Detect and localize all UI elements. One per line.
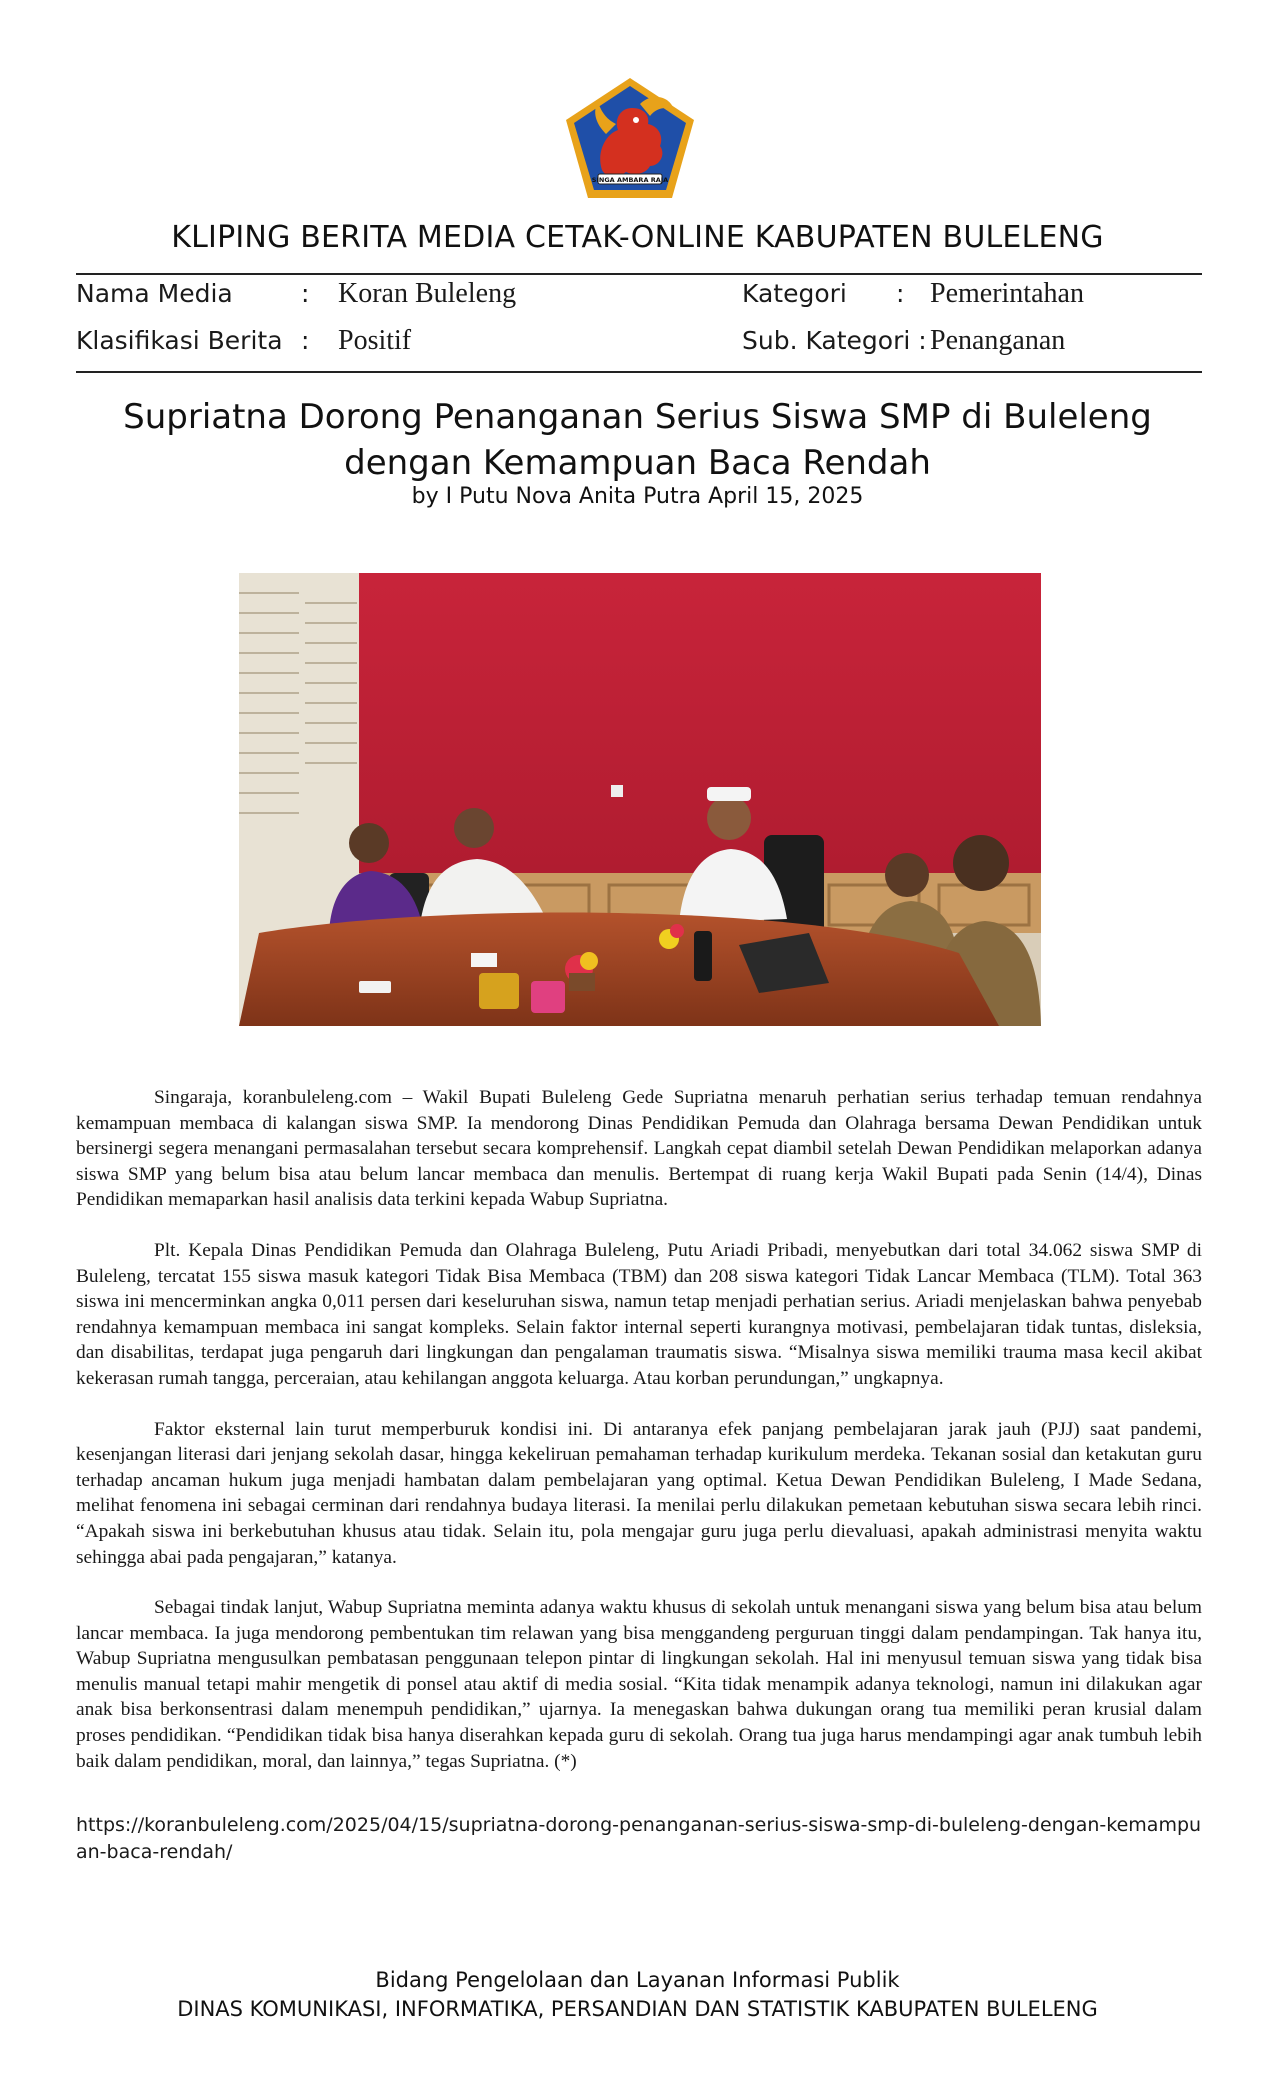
source-url-link[interactable]: https://koranbuleleng.com/2025/04/15/supriatna-dorong-penanganan-serius-siswa-smp-di-buleleng-dengan-kemampuan-baca-rendah/ [76, 1814, 1202, 1863]
kategori-label: Kategori [742, 279, 847, 308]
nama-media-label: Nama Media [76, 279, 233, 308]
buleleng-regency-emblem-icon [562, 74, 698, 202]
article-paragraph: Faktor eksternal lain turut memperburuk kondisi ini. Di antaranya efek panjang pembelajaran jarak jauh (PJJ) saat pandemi, kesenjangan literasi dari jenjang sekolah dasar, hingga kekeliruan pemahaman terhadap kurikulum merdeka. Tekanan sosial dan ketakutan guru terhadap ancaman hukum juga menjadi hambatan dalam pembelajaran yang optimal. Ketua Dewan Pendidikan Buleleng, I Made Sedana, melihat fenomena ini sebagai cerminan dari rendahnya budaya literasi. Ia menilai perlu dilakukan pemetaan kebutuhan siswa secara lebih rinci. “Apakah siswa ini berkebutuhan khusus atau tidak. Selain itu, pola mengajar guru juga perlu dievaluasi, apakah administrasi menyita waktu sehingga abai pada pengajaran,” katanya. [76, 1418, 1202, 1568]
klasifikasi-label: Klasifikasi Berita [76, 326, 283, 355]
kategori-colon: : [896, 279, 905, 308]
header-rule-top [76, 273, 1202, 275]
article-paragraph: Singaraja, koranbuleleng.com – Wakil Bupati Buleleng Gede Supriatna menaruh perhatian serius terhadap temuan rendahnya kemampuan membaca di kalangan siswa SMP. Ia mendorong Dinas Pendidikan Pemuda dan Olahraga bersama Dewan Pendidikan untuk bersinergi segera menangani permasalahan tersebut secara komprehensif. Langkah cepat diambil setelah Dewan Pendidikan melaporkan adanya siswa SMP yang belum bisa atau belum lancar membaca dan menulis. Bertempat di ruang kerja Wakil Bupati pada Senin (14/4), Dinas Pendidikan memaparkan hasil analisis data terkini kepada Wabup Supriatna. [76, 1087, 1202, 1211]
article-headline: Supriatna Dorong Penanganan Serius Siswa SMP di Buleleng dengan Kemampuan Baca Rendah [123, 397, 1152, 483]
footer-agency: DINAS KOMUNIKASI, INFORMATIKA, PERSANDIAN DAN STATISTIK KABUPATEN BULELENG [177, 1997, 1098, 2021]
klasifikasi-value: Positif [338, 325, 412, 356]
article-byline: by I Putu Nova Anita Putra April 15, 2025 [411, 484, 864, 509]
clipping-header-title: KLIPING BERITA MEDIA CETAK-ONLINE KABUPATEN BULELENG [171, 220, 1104, 255]
footer-department: Bidang Pengelolaan dan Layanan Informasi Publik [375, 1968, 900, 1992]
header-rule-bottom [76, 371, 1202, 373]
sub-kategori-value: Penanganan [930, 325, 1066, 356]
meeting-photo [239, 573, 1041, 1026]
nama-media-value: Koran Buleleng [338, 278, 517, 309]
kategori-value: Pemerintahan [930, 278, 1084, 309]
article-paragraph: Plt. Kepala Dinas Pendidikan Pemuda dan Olahraga Buleleng, Putu Ariadi Pribadi, menyebutkan dari total 34.062 siswa SMP di Buleleng, tercatat 155 siswa masuk kategori Tidak Bisa Membaca (TBM) dan 208 siswa kategori Tidak Lancar Membaca (TLM). Total 363 siswa ini mencerminkan angka 0,011 persen dari keseluruhan siswa, namun tetap menjadi perhatian serius. Ariadi menjelaskan bahwa penyebab rendahnya kemampuan membaca ini sangat kompleks. Selain faktor internal seperti kurangnya motivasi, pembelajaran tidak tuntas, disleksia, dan disabilitas, terdapat juga pengaruh dari lingkungan dan pengalaman traumatis siswa. “Misalnya siswa memiliki trauma masa kecil akibat kekerasan rumah tangga, perceraian, atau kehilangan anggota keluarga. Atau korban perundungan,” ungkapnya. [76, 1239, 1202, 1389]
klasifikasi-colon: : [301, 326, 310, 355]
article-paragraph: Sebagai tindak lanjut, Wabup Supriatna meminta adanya waktu khusus di sekolah untuk menangani siswa yang belum bisa atau belum lancar membaca. Ia juga mendorong pembentukan tim relawan yang bisa menggandeng perguruan tinggi dalam pendampingan. Tak hanya itu, Wabup Supriatna mengusulkan pembatasan penggunaan telepon pintar di lingkungan sekolah. Hal ini menyusul temuan siswa yang tidak bisa menulis manual tetapi mahir mengetik di ponsel atau aktif di media sosial. “Kita tidak menampik adanya teknologi, namun ini dilakukan agar anak bisa berkonsentrasi dalam menempuh pendidikan,” ujarnya. Ia menegaskan bahwa dukungan orang tua memiliki peran krusial dalam proses pendidikan. “Pendidikan tidak bisa hanya diserahkan kepada guru di sekolah. Orang tua juga harus mendampingi agar anak tumbuh lebih baik dalam pendidikan, moral, dan lainnya,” tegas Supriatna. (*) [76, 1597, 1202, 1772]
sub-kategori-label: Sub. Kategori : [742, 326, 927, 355]
article-body [76, 1085, 1202, 1799]
nama-media-colon: : [301, 279, 310, 308]
svg-text:SINGA AMBARA RAJA: SINGA AMBARA RAJA [591, 176, 669, 184]
